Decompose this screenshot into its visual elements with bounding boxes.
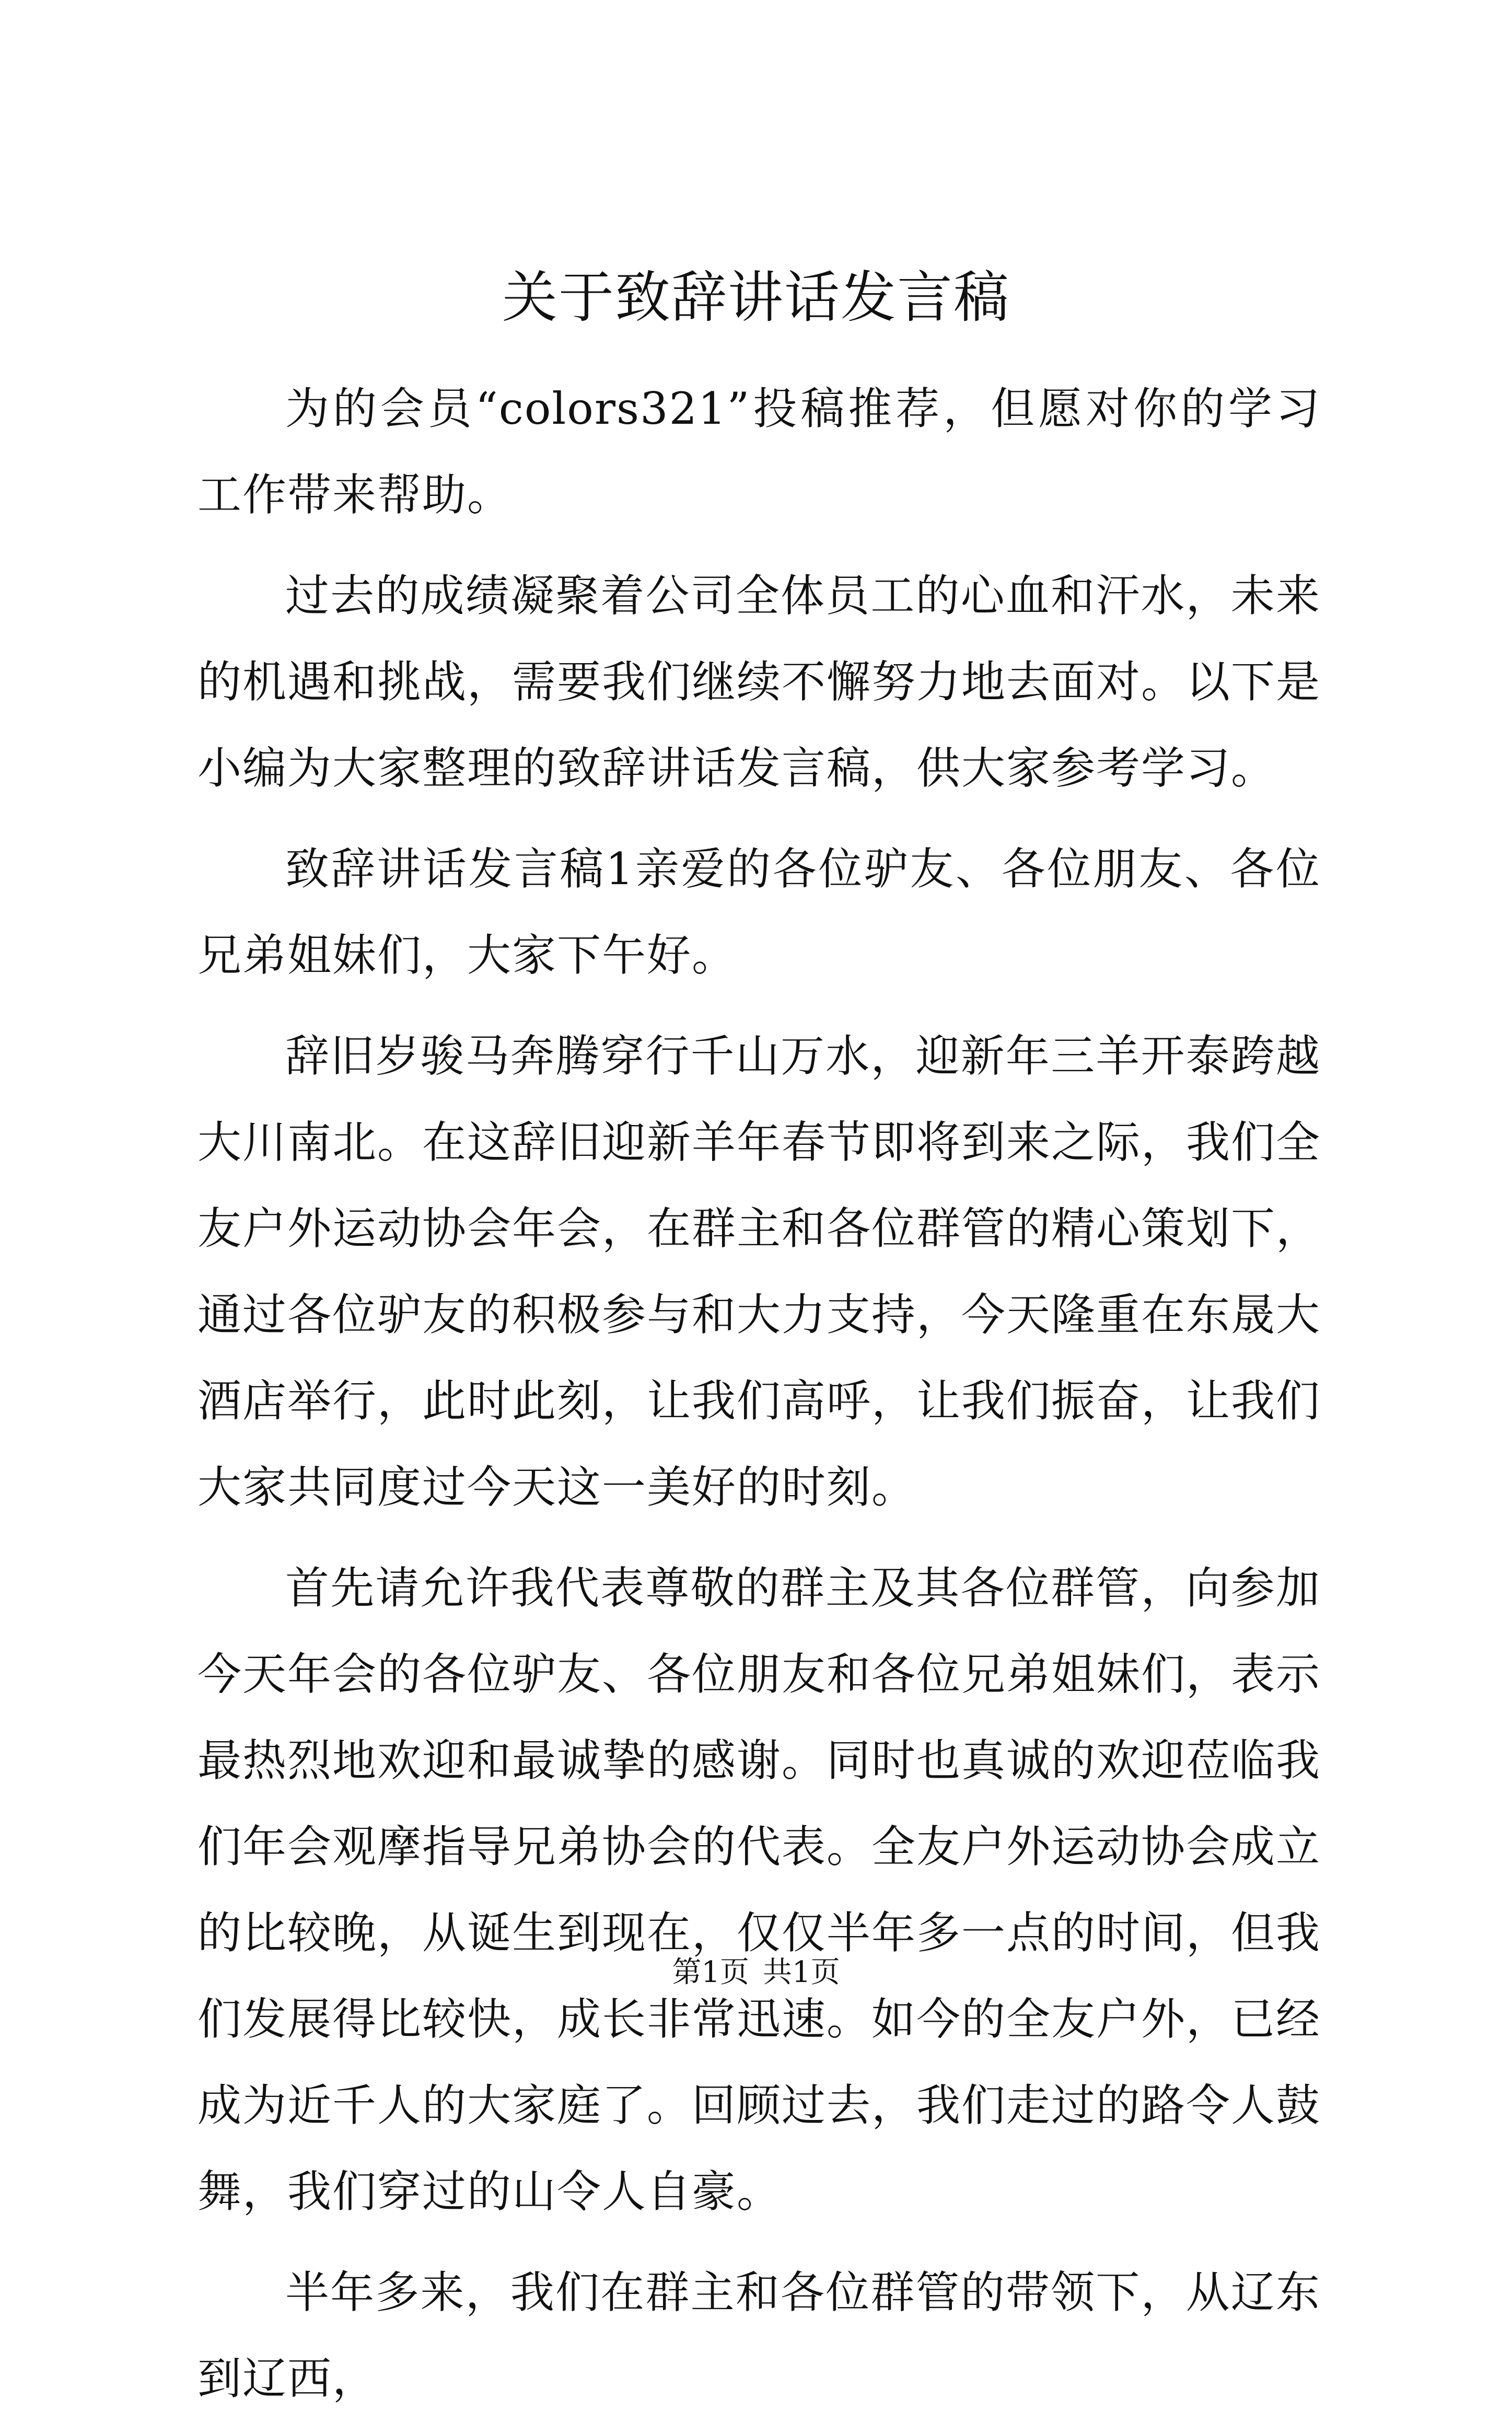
page-footer	[0, 1952, 1512, 1994]
document-title: 关于致辞讲话发言稿	[502, 265, 1010, 330]
paragraph-welcome: 首先请允许我代表尊敬的群主及其各位群管，向参加今天年会的各位驴友、各位朋友和各位兄弟姐妹们，表示最热烈地欢迎和最诚挚的感谢。同时也真诚的欢迎莅临我们年会观摩指导兄弟协会的代表。全友户外运动协会成立的比较晚，从诞生到现在，仅仅半年多一点的时间，但我们发展得比较快，成长非常迅速。如今的全友户外，已经成为近千人的大家庭了。回顾过去，我们走过的路令人鼓舞，我们穿过的山令人自豪。	[197, 1562, 1321, 2217]
paragraph-preface: 过去的成绩凝聚着公司全体员工的心血和汗水，未来的机遇和挑战，需要我们继续不懈努力地去面对。以下是小编为大家整理的致辞讲话发言稿，供大家参考学习。	[197, 570, 1321, 794]
document-body	[197, 366, 1321, 2422]
page-number-current: 第1页	[672, 1955, 749, 1989]
paragraph-intro: 为的会员“colors321”投稿推荐，但愿对你的学习工作带来帮助。	[197, 383, 1321, 520]
paragraph-half-year: 半年多来，我们在群主和各位群管的带领下，从辽东到辽西，	[197, 2267, 1321, 2404]
paragraph-greeting: 致辞讲话发言稿1亲爱的各位驴友、各位朋友、各位兄弟姐妹们，大家下午好。	[197, 843, 1321, 981]
page-number-total: 共1页	[763, 1955, 840, 1989]
paragraph-new-year: 辞旧岁骏马奔腾穿行千山万水，迎新年三羊开泰跨越大川南北。在这辞旧迎新羊年春节即将到来之际，我们全友户外运动协会年会，在群主和各位群管的精心策划下，通过各位驴友的积极参与和大力支持，今天隆重在东晟大酒店举行，此时此刻，让我们高呼，让我们振奋，让我们大家共同度过今天这一美好的时刻。	[197, 1030, 1321, 1513]
